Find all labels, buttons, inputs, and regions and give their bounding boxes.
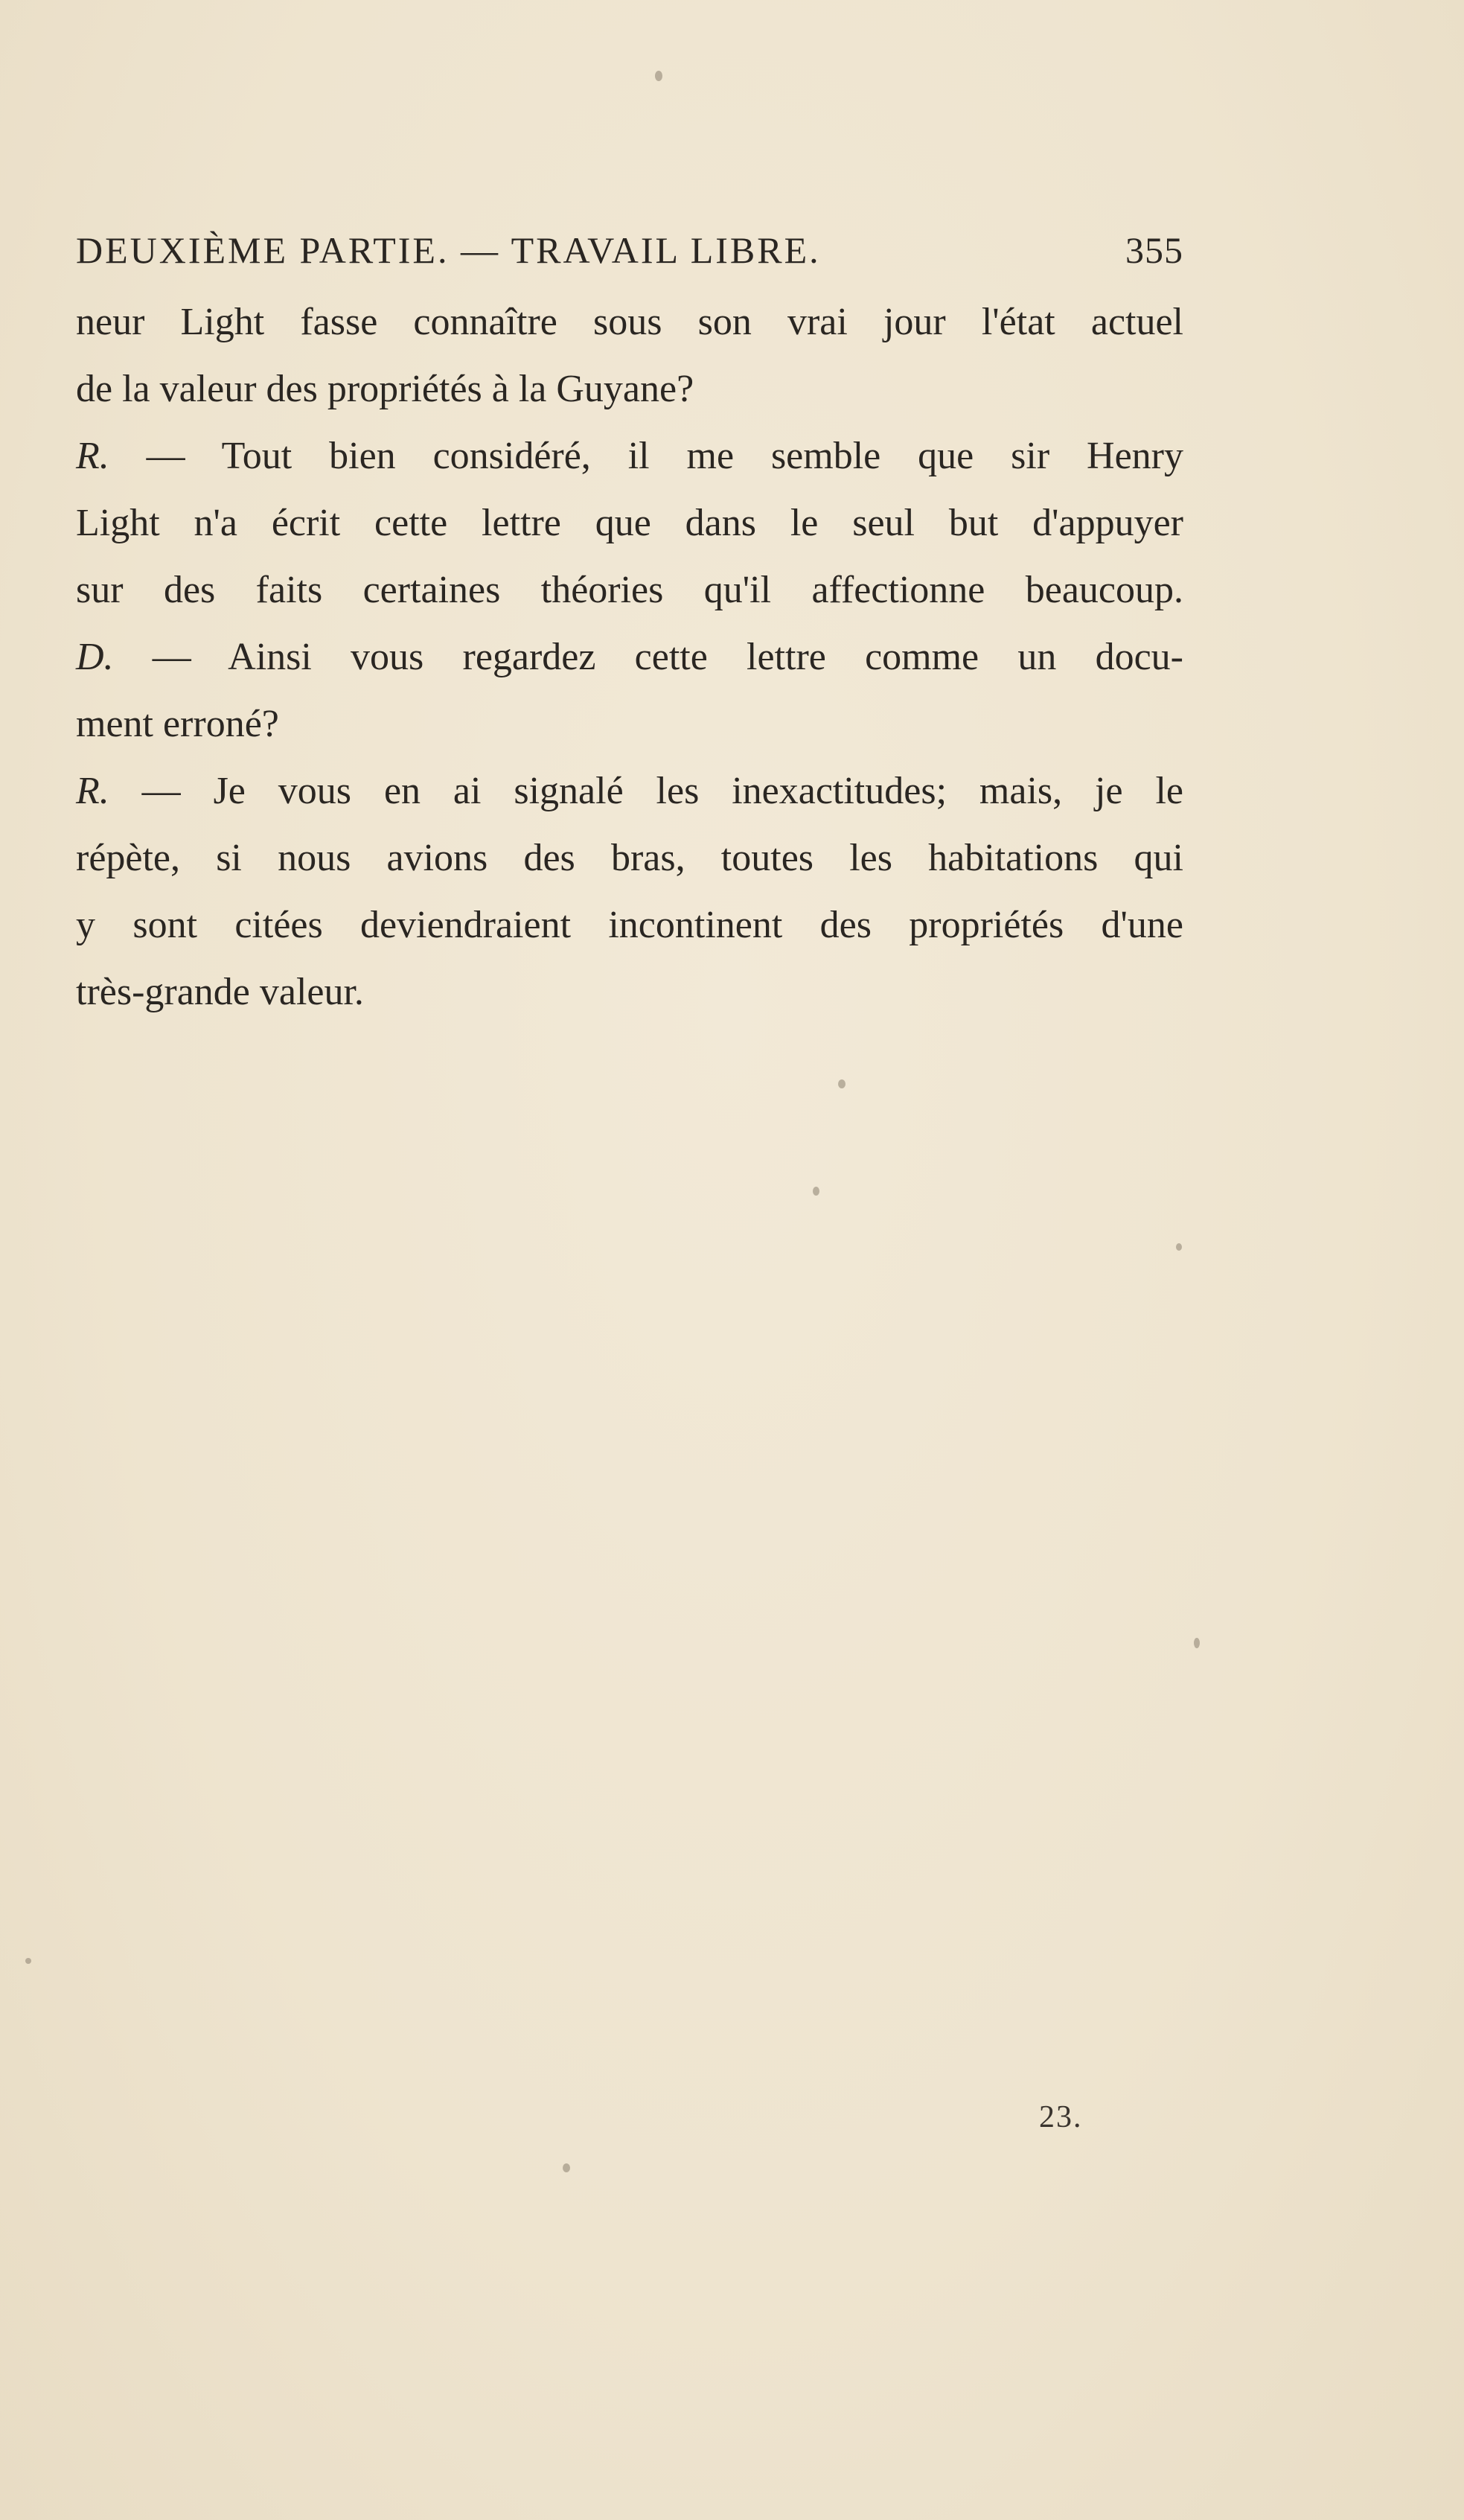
paper-speck [813,1187,819,1196]
text-line: de la valeur des propriétés à la Guyane? [76,368,694,410]
text-line: très-grande valeur. [76,971,364,1013]
paper-speck [563,2163,570,2172]
text-line-question: D. — Ainsi vous regardez cette lettre comme un docu- [76,636,1183,678]
paper-speck [1176,1243,1182,1251]
text-line: neur Light fasse connaître sous son vrai jour l'état actuel [76,301,1183,343]
speaker-marker: R. [76,770,109,812]
text-line: ment erroné? [76,703,279,745]
text-line: répète, si nous avions des bras, toutes les habitations qui [76,837,1183,879]
page-header [76,220,1183,280]
body-text [76,289,1183,1026]
text-line-answer: R. — Je vous en ai signalé les inexactitudes; mais, je le [76,770,1183,812]
speaker-marker: D. [76,636,114,678]
text-line-answer: R. — Tout bien considéré, il me semble que sir Henry [76,435,1183,477]
paper-speck [655,71,662,81]
paper-speck [1194,1638,1200,1648]
text-line: sur des faits certaines théories qu'il affectionne beaucoup. [76,569,1183,611]
running-title: DEUXIÈME PARTIE. — TRAVAIL LIBRE. [76,229,821,271]
paper-speck [838,1079,846,1088]
paper-speck [25,1958,31,1964]
text-line: y sont citées deviendraient incontinent des propriétés d'une [76,904,1183,946]
page-number: 355 [1125,229,1183,271]
signature-mark: 23. [1039,2100,1083,2134]
speaker-marker: R. [76,435,109,477]
text-line: Light n'a écrit cette lettre que dans le seul but d'appuyer [76,502,1183,544]
